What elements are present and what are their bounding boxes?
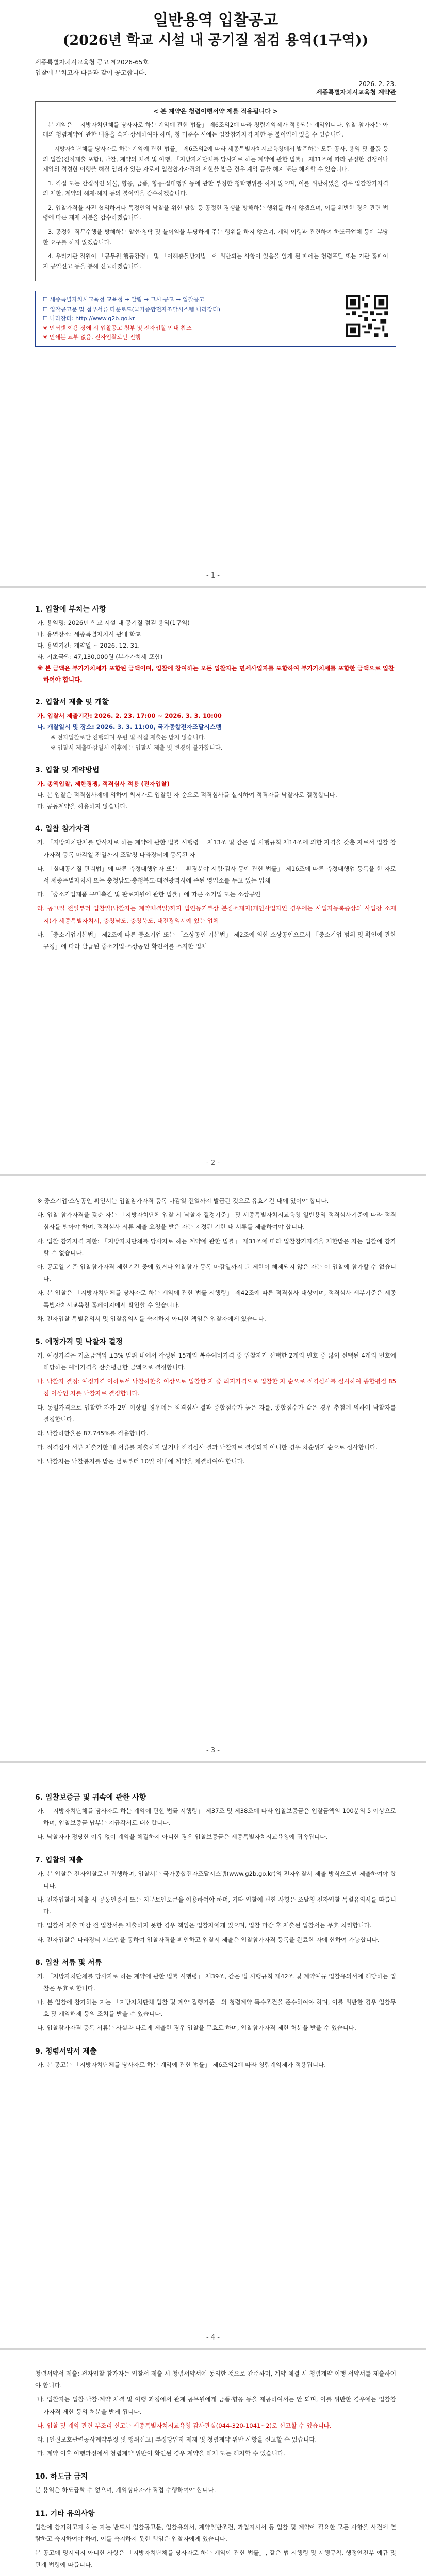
section-9 <box>35 2046 396 2071</box>
guide-warning: ※ 인쇄본 교부 없음. 전자입찰로만 진행 <box>43 334 141 341</box>
award-rule: 나. 낙찰자 결정: 예정가격 이하로서 낙찰하한율 이상으로 입찰한 자 중 최저가격으로 입찰한 자 순으로 적격심사를 실시하여 종합평점 85점 이상인 자를 낙찰자로 결정합니다. <box>37 1378 396 1397</box>
section-item: 나. 본 입찰은 적격심사제에 의하여 최저가로 입찰한 자 순으로 적격심사를 실시하여 적격자를 낙찰자로 결정합니다. <box>37 791 337 799</box>
section-item: 나. 「실내공기질 관리법」에 따른 측정대행업자 또는 「환경분야 시험·검사 등에 관한 법률」 제16조에 따른 측정대행업 등록을 한 자로서 세종특별자치시 또는 충청남도·충청북도·대전광역시에 주된 영업소를 두고 있는 업체 <box>37 865 396 885</box>
section-heading: 1. 입찰에 부치는 사항 <box>35 605 106 614</box>
section-2 <box>35 697 396 753</box>
section-heading: 2. 입찰서 제출 및 개찰 <box>35 698 109 707</box>
section-4 <box>35 823 396 953</box>
guide-line: ☐ 입찰공고문 및 첨부서류 다운로드(국가종합전자조달시스템 나라장터) <box>43 306 221 313</box>
region-restriction: 라. 공고일 전일부터 입찰일(낙찰자는 계약체결일)까지 법인등기부상 본점소재지(개인사업자인 경우에는 사업자등록증상의 사업장 소재지)가 세종특별자치시, 충청남도, 충청북도, 대전광역시에 있는 업체 <box>37 905 396 924</box>
submission-period: 가. 입찰서 제출기간: 2026. 2. 23. 17:00 ~ 2026. 3. 3. 10:00 <box>37 712 222 720</box>
section-item: 마. 적격심사 서류 제출기한 내 서류를 제출하지 않거나 적격심사 결과 낙찰자로 결정되지 아니한 경우 차순위자 순으로 심사합니다. <box>37 1444 378 1451</box>
section-item: 라. 낙찰하한율은 87.745%를 적용합니다. <box>37 1430 149 1437</box>
section-note: ※ 입찰서 제출마감일시 이후에는 입찰서 제출 및 변경이 불가합니다. <box>51 744 223 752</box>
section-item: 청렴서약서 제출: 전자입찰 참가자는 입찰서 제출 시 청렴서약서에 동의한 것으로 간주하며, 계약 체결 시 청렴계약 이행 서약서를 제출하여야 합니다. <box>35 2370 396 2389</box>
section-item: 나. 용역장소: 세종특별자치시 관내 학교 <box>37 631 141 638</box>
section-1 <box>35 604 396 685</box>
section-heading: 4. 입찰 참가자격 <box>35 825 90 834</box>
guide-line: ☐ 세종특별자치시교육청 교육청 → 알림 → 고시·공고 → 입찰공고 <box>43 296 205 303</box>
section-item: 바. 입찰 참가자격을 갖춘 자는 「지방자치단체 입찰 시 낙찰자 결정기준」 및 세종특별자치시교육청 일반용역 적격심사기준에 따라 적격심사를 받아야 하며, 적격심사 서류 제출 요청을 받은 자는 지정된 기한 내 서류를 제출하여야 합니다. <box>37 1211 396 1231</box>
g2b-link[interactable]: ☐ 나라장터: http://www.g2b.go.kr <box>43 315 135 322</box>
section-item: 사. 입찰 참가자격 제한: 「지방자치단체를 당사자로 하는 계약에 관한 법률」 제31조에 따라 입찰참가자격을 제한받은 자는 입찰에 참가할 수 없습니다. <box>37 1237 396 1257</box>
section-item: 마. 계약 이후 이행과정에서 청렴계약 위반이 확인된 경우 계약을 해제 또는 해지할 수 있습니다. <box>37 2450 285 2458</box>
page-2 <box>0 587 426 1175</box>
integrity-box-title: < 본 계약은 청렴이행서약 제를 적용됩니다 > <box>153 107 278 115</box>
section-10 <box>35 2471 396 2496</box>
section-item: 바. 낙찰자는 낙찰통지를 받은 날로부터 10일 이내에 계약을 체결하여야 합니다. <box>37 1458 245 1465</box>
integrity-paragraph: 본 계약은 「지방자치단체를 당사자로 하는 계약에 관한 법률」 제6조의2에 따라 청렴계약제가 적용되는 계약입니다. 입찰 참가자는 아래의 청렴계약에 관한 내용을 숙지·상세하여야 하며, 청 미준수 시에는 입찰참가자격 제한 등 불이익이 있을 수 있습니다. <box>43 121 388 139</box>
section-item: 다. 동일가격으로 입찰한 자가 2인 이상일 경우에는 적격심사 결과 종합점수가 높은 자를, 종합점수가 같은 경우 추첨에 의하여 낙찰자를 결정합니다. <box>37 1403 396 1423</box>
download-guide-box <box>35 291 396 347</box>
section-item: 입찰에 참가하고자 하는 자는 반드시 입찰공고문, 입찰유의서, 계약일반조건, 과업지시서 등 입찰 및 계약에 필요한 모든 사항을 사전에 열람하고 숙지하여야 하며, 이를 숙지하지 못한 책임은 입찰자에게 있습니다. <box>35 2523 396 2543</box>
page-1 <box>0 0 426 587</box>
section-8 <box>35 1957 396 2035</box>
section-11 <box>35 2508 396 2571</box>
page-number: - 3 - <box>206 1747 220 1754</box>
section-heading: 3. 입찰 및 계약방법 <box>35 766 100 775</box>
opening-date: 나. 개찰일시 및 장소: 2026. 3. 3. 11:00, 국가종합전자조달시스템 <box>37 723 222 731</box>
qr-code-icon[interactable] <box>346 295 388 337</box>
section-heading: 9. 청렴서약서 제출 <box>35 2047 97 2056</box>
section-heading: 10. 하도급 금지 <box>35 2472 88 2481</box>
integrity-paragraph: 4. 우리기관 직원이 「공무원 행동강령」 및 「이해충돌방지법」에 위반되는 사항이 있음을 알게 된 때에는 청렴포털 또는 기관 홈페이지 공익신고 등을 통해 신고하겠습니다. <box>43 253 388 270</box>
section-item: 라. 기초금액: 47,130,000원 (부가가치세 포함) <box>37 653 163 661</box>
section-item: 아. 공고일 기준 입찰참가자격 제한기간 중에 있거나 입찰참가 등록 마감일까지 그 제한이 해제되지 않은 자는 이 입찰에 참가할 수 없습니다. <box>37 1263 396 1283</box>
notice-number: 세종특별자치시교육청 공고 제2026-65호 <box>35 58 149 66</box>
page-3 <box>0 1175 426 1762</box>
section-item: 가. 용역명: 2026년 학교 시설 내 공기질 점검 용역(1구역) <box>37 619 190 626</box>
guide-warning: ※ 인터넷 이용 장애 시 입찰공고 첨부 및 전자입찰 안내 참조 <box>43 324 192 331</box>
section-7 <box>35 1855 396 1946</box>
section-3 <box>35 765 396 812</box>
section-note: ※ 전자입찰로만 진행되며 우편 및 직접 제출은 받지 않습니다. <box>51 734 206 741</box>
section-item: 나. 본 입찰에 참가하는 자는 「지방자치단체 입찰 및 계약 집행기준」의 청렴계약 특수조건을 준수하여야 하며, 이를 위반한 경우 입찰무효 및 계약해제 등의 조치를 받을 수 있습니다. <box>37 1998 396 2018</box>
section-item: 다. 입찰참가자격 등록 서류는 사실과 다르게 제출한 경우 입찰을 무효로 하며, 입찰참가자격 제한 처분을 받을 수 있습니다. <box>37 2024 356 2032</box>
section-item: 차. 전자입찰 특별유의서 및 입찰유의서를 숙지하지 아니한 책임은 입찰자에게 있습니다. <box>37 1315 266 1323</box>
section-item: 나. 전자입찰서 제출 시 공동인증서 또는 지문보안토큰을 이용하여야 하며, 기타 입찰에 관한 사항은 조달청 전자입찰 특별유의서를 따릅니다. <box>37 1895 396 1916</box>
section-item: 본 용역은 하도급할 수 없으며, 계약상대자가 직접 수행하여야 합니다. <box>35 2486 216 2494</box>
section-item: 가. 예정가격은 기초금액의 ±3% 범위 내에서 작성된 15개의 복수예비가격 중 입찰자가 선택한 2개의 번호 중 많이 선택된 4개의 번호에 해당하는 예비가격을 산술평균한 금액으로 결정합니다. <box>37 1351 396 1371</box>
notice-date: 2026. 2. 23. <box>358 80 396 88</box>
section-heading: 11. 기타 유의사항 <box>35 2509 95 2518</box>
page-4 <box>0 1762 426 2349</box>
section-heading: 6. 입찰보증금 및 귀속에 관한 사항 <box>35 1793 146 1802</box>
section-item: 나. 낙찰자가 정당한 이유 없이 계약을 체결하지 아니한 경우 입찰보증금은 세종특별자치시교육청에 귀속됩니다. <box>37 1833 328 1841</box>
section-item: 라. 전자입찰은 나라장터 시스템을 통하여 입찰자격을 확인하고 입찰서 제출은 입찰참가자격 등록을 완료한 자에 한하여 가능합니다. <box>37 1936 380 1943</box>
notice-issuer: 세종특별자치시교육청 계약관 <box>316 88 396 96</box>
section-item: 가. 본 입찰은 전자입찰로만 집행하며, 입찰서는 국가종합전자조달시스템(www.g2b.go.kr)의 전자입찰서 제출 방식으로만 제출하여야 합니다. <box>37 1870 396 1889</box>
section-item: 가. 본 공고는 「지방자치단체를 당사자로 하는 계약에 관한 법률」 제6조의2에 따라 청렴계약제가 적용됩니다. <box>37 2061 326 2069</box>
section-item: 나. 입찰자는 입찰·낙찰·계약 체결 및 이행 과정에서 관계 공무원에게 금품·향응 등을 제공하여서는 안 되며, 이를 위반한 경우에는 입찰참가자격 제한 등의 처분을 받게 됩니다. <box>37 2396 396 2415</box>
page-number: - 2 - <box>206 1159 220 1167</box>
section-item: 가. 「지방자치단체를 당사자로 하는 계약에 관한 법률 시행령」 제13조 및 같은 법 시행규칙 제14조에 의한 자격을 갖춘 자로서 입찰 참가자격 등록 마감일 전일까지 조달청 나라장터에 등록된 자 <box>37 839 396 858</box>
notice-line: 입찰에 부치고자 다음과 같이 공고합니다. <box>35 69 147 77</box>
section-item: 다. 「중소기업제품 구매촉진 및 판로지원에 관한 법률」에 따른 소기업 또는 소상공인 <box>37 891 261 899</box>
section-item: 가. 「지방자치단체를 당사자로 하는 계약에 관한 법률 시행령」 제39조, 같은 법 시행규칙 제42조 및 계약예규 입찰유의서에 해당하는 입찰은 무효로 합니다. <box>37 1972 396 1992</box>
section-5 <box>35 1336 396 1468</box>
integrity-paragraph: 1. 직접 또는 간접적인 뇌물, 향응, 금품, 향응·접대행위 등에 관한 부정한 청탁행위를 하지 않으며, 이를 위반하였을 경우 입찰참가자격의 제한, 계약의 해제·해지 등의 불이익을 감수하겠습니다. <box>43 180 388 197</box>
page-5 <box>0 2349 426 2576</box>
integrity-contract-box <box>35 101 396 282</box>
section-item: ※ 중소기업·소상공인 확인서는 입찰참가자격 등록 마감일 전일까지 발급된 것으로 유효기간 내에 있어야 합니다. <box>37 1197 329 1205</box>
page-number: - 4 - <box>206 2334 220 2342</box>
section-heading: 8. 입찰 서류 및 서류 <box>35 1958 102 1967</box>
section-item: 본 공고에 명시되지 아니한 사항은 「지방자치단체를 당사자로 하는 계약에 관한 법률」, 같은 법 시행령 및 시행규칙, 행정안전부 예규 및 관계 법령에 따릅니다. <box>35 2549 396 2569</box>
bid-method: 가. 총액입찰, 제한경쟁, 적격심사 적용 (전자입찰) <box>37 780 170 788</box>
section-item: 마. 「중소기업기본법」 제2조에 따른 중소기업 또는 「소상공인 기본법」 제2조에 의한 소상공인으로서 「중소기업 범위 및 확인에 관한 규정」에 따라 발급된 중소기업·소상공인 확인서를 소지한 업체 <box>37 930 396 950</box>
integrity-paragraph: 3. 공정한 직무수행을 방해하는 알선·청탁 및 불이익을 부당하게 주는 행위를 하지 않으며, 계약 이행과 관련하여 하도급업체 등에 부당한 요구를 하지 않겠습니다. <box>43 229 388 246</box>
section-heading: 7. 입찰의 제출 <box>35 1856 83 1865</box>
page-number: - 1 - <box>206 572 220 580</box>
section-6 <box>35 1792 396 1843</box>
vat-notice: ※ 본 금액은 부가가치세가 포함된 금액이며, 입찰에 참여하는 모든 입찰자는 면세사업자를 포함하여 부가가치세를 포함한 금액으로 입찰하여야 합니다. <box>37 665 395 684</box>
page-title: 일반용역 입찰공고 <box>153 11 278 29</box>
report-contact: 다. 입찰 및 계약 관련 부조리 신고는 세종특별자치시교육청 감사관실(044-320-1041~2)로 신고할 수 있습니다. <box>37 2421 332 2429</box>
section-item: 가. 「지방자치단체를 당사자로 하는 계약에 관한 법률 시행령」 제37조 및 제38조에 따라 입찰보증금은 입찰금액의 100분의 5 이상으로 하며, 입찰보증금 납부는 지급각서로 대신합니다. <box>37 1807 396 1827</box>
integrity-paragraph: 2. 입찰가격을 사전 협의하거나 특정인의 낙찰을 위한 담합 등 공정한 경쟁을 방해하는 행위를 하지 않겠으며, 이를 위반한 경우 관련 법령에 따른 제재 처분을 감수하겠습니다. <box>43 204 388 222</box>
page-subtitle: (2026년 학교 시설 내 공기질 점검 용역(1구역)) <box>62 32 369 48</box>
section-item: 다. 공동계약을 허용하지 않습니다. <box>37 803 128 810</box>
integrity-paragraph: 「지방자치단체를 당사자로 하는 계약에 관한 법률」 제6조의2에 따라 세종특별자치시교육청에서 발주하는 모든 공사, 용역 및 물품 등의 입찰(견적제출 포함), 낙찰, 계약의 체결 및 이행, 「지방자치단체를 당사자로 하는 계약에 관한 법률」 제31조에 따라 공정한 경쟁이나 계약의 적정한 이행을 해칠 염려가 있는 자로서 입찰참가자격의 제한을 받은 경우 계약 등을 해지 또는 해제할 수 있습니다. <box>43 145 388 173</box>
section-item: 다. 입찰서 제출 마감 전 입찰서를 제출하지 못한 경우 책임은 입찰자에게 있으며, 입찰 마감 후 제출된 입찰서는 무효 처리합니다. <box>37 1922 372 1929</box>
section-item: 자. 본 입찰은 「지방자치단체를 당사자로 하는 계약에 관한 법률 시행령」 제42조에 따른 적격심사 대상이며, 적격심사 세부기준은 세종특별자치시교육청 홈페이지에서 확인할 수 있습니다. <box>37 1289 396 1309</box>
section-heading: 5. 예정가격 및 낙찰자 결정 <box>35 1337 123 1346</box>
section-item: 다. 용역기간: 계약일 ~ 2026. 12. 31. <box>37 642 140 650</box>
section-item: 라. [인권보호관련공사계약부정 및 행위신고] 부정당업자 제재 및 청렴계약 위반 사항을 신고할 수 있습니다. <box>37 2435 317 2443</box>
